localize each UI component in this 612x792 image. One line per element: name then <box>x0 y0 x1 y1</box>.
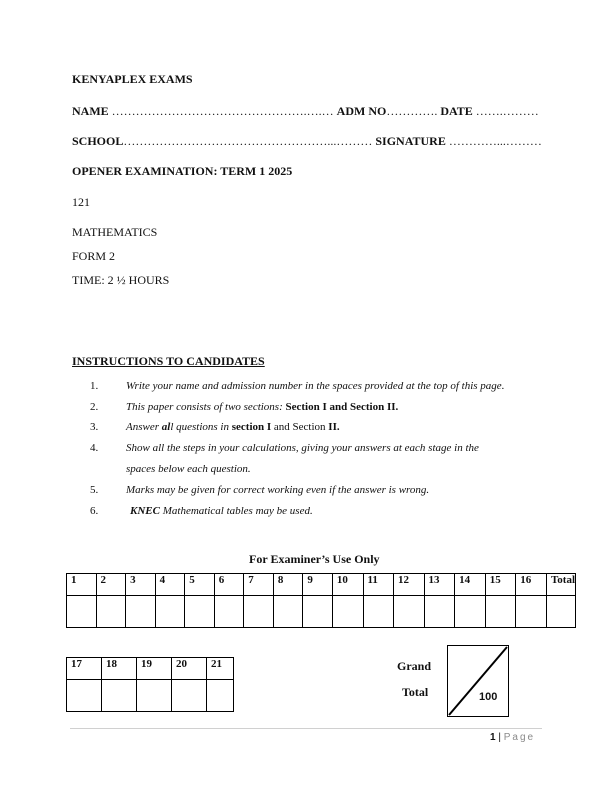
exam-provider-title: KENYAPLEX EXAMS <box>72 72 193 86</box>
name-line <box>72 104 539 119</box>
question-number-cell: 21 <box>207 658 234 680</box>
question-number-cell: 20 <box>172 658 207 680</box>
total-header-cell: Total <box>546 574 575 596</box>
instruction-number: 1. <box>90 380 99 392</box>
marks-table-2 <box>66 657 234 712</box>
exam-duration: TIME: 2 ½ HOURS <box>72 273 170 287</box>
instruction-number: 5. <box>90 484 99 496</box>
signature-label: SIGNATURE <box>375 134 446 148</box>
score-cell[interactable] <box>424 596 455 628</box>
subject: MATHEMATICS <box>72 225 158 239</box>
score-cell[interactable] <box>96 596 126 628</box>
total-score-cell[interactable] <box>546 596 575 628</box>
score-cell[interactable] <box>516 596 547 628</box>
score-cell[interactable] <box>244 596 274 628</box>
page-footer <box>490 732 535 743</box>
question-number-cell: 11 <box>363 574 393 596</box>
date-label: DATE <box>440 104 473 118</box>
instruction-item: Show all the steps in your calculations, giving your answers at each stage in the <box>126 442 479 454</box>
question-number-cell: 4 <box>155 574 185 596</box>
school-label: SCHOOL <box>72 134 124 148</box>
footer-divider <box>70 728 542 729</box>
question-number-cell: 8 <box>273 574 303 596</box>
instruction-number: 2. <box>90 401 99 413</box>
date-field[interactable]: …….……… <box>475 104 539 118</box>
score-cell[interactable] <box>393 596 424 628</box>
instruction-item: Write your name and admission number in the spaces provided at the top of this page. <box>126 380 505 392</box>
form-level: FORM 2 <box>72 249 116 263</box>
instruction-item: Marks may be given for correct working even if the answer is wrong. <box>126 484 430 496</box>
question-number-cell: 10 <box>332 574 363 596</box>
question-number-cell: 17 <box>67 658 102 680</box>
question-number-cell: 1 <box>67 574 97 596</box>
diagonal-line <box>448 646 508 716</box>
score-cell[interactable] <box>172 680 207 712</box>
grand-label: Grand <box>397 659 432 673</box>
instruction-number: 6. <box>90 505 99 517</box>
question-number-cell: 13 <box>424 574 455 596</box>
school-field[interactable]: ……………………………………………...……… <box>123 134 373 148</box>
question-number-cell: 9 <box>303 574 333 596</box>
question-number-cell: 16 <box>516 574 547 596</box>
question-number-cell: 14 <box>455 574 486 596</box>
instruction-item-continued: spaces below each question. <box>126 463 251 475</box>
question-number-cell: 15 <box>485 574 516 596</box>
score-cell[interactable] <box>207 680 234 712</box>
name-field[interactable]: ………………………………………….….… <box>111 104 334 118</box>
exam-name: OPENER EXAMINATION: TERM 1 2025 <box>72 164 293 178</box>
score-cell[interactable] <box>363 596 393 628</box>
marks-table-1 <box>66 573 576 628</box>
paper-code: 121 <box>72 195 90 209</box>
score-cell[interactable] <box>185 596 215 628</box>
question-number-cell: 5 <box>185 574 215 596</box>
score-cell[interactable] <box>455 596 486 628</box>
instruction-number: 3. <box>90 421 99 433</box>
signature-field[interactable]: …………...……… <box>448 134 542 148</box>
score-cell[interactable] <box>102 680 137 712</box>
score-cell[interactable] <box>67 680 102 712</box>
max-score: 100 <box>479 691 498 703</box>
page-word: Page <box>503 732 536 743</box>
score-cell[interactable] <box>126 596 156 628</box>
instruction-item: Answer all questions in section I and Section II. <box>126 421 340 433</box>
adm-field[interactable]: …………. <box>386 104 438 118</box>
total-label: Total <box>402 685 429 699</box>
question-number-cell: 18 <box>102 658 137 680</box>
question-number-cell: 19 <box>137 658 172 680</box>
question-number-cell: 7 <box>244 574 274 596</box>
question-number-cell: 3 <box>126 574 156 596</box>
examiner-use-title: For Examiner’s Use Only <box>249 552 380 566</box>
question-number-cell: 12 <box>393 574 424 596</box>
page-separator: | <box>498 732 501 743</box>
name-label: NAME <box>72 104 109 118</box>
instruction-item: This paper consists of two sections: Section I and Section II. <box>126 401 399 413</box>
page-number: 1 <box>490 732 496 743</box>
adm-label: ADM NO <box>336 104 387 118</box>
grand-total-box[interactable] <box>447 645 509 717</box>
score-cell[interactable] <box>332 596 363 628</box>
score-cell[interactable] <box>303 596 333 628</box>
score-cell[interactable] <box>137 680 172 712</box>
score-cell[interactable] <box>485 596 516 628</box>
school-line <box>72 134 542 149</box>
instruction-item: KNEC Mathematical tables may be used. <box>130 505 313 517</box>
question-number-cell: 6 <box>214 574 244 596</box>
question-number-cell: 2 <box>96 574 126 596</box>
score-cell[interactable] <box>67 596 97 628</box>
score-cell[interactable] <box>214 596 244 628</box>
score-cell[interactable] <box>155 596 185 628</box>
instructions-heading: INSTRUCTIONS TO CANDIDATES <box>72 354 265 368</box>
score-cell[interactable] <box>273 596 303 628</box>
instruction-number: 4. <box>90 442 99 454</box>
